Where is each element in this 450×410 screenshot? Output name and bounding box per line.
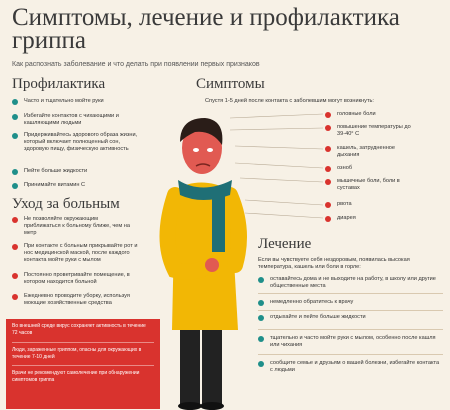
bullet-dot-icon xyxy=(325,216,331,222)
care-item: Постоянно проветривайте помещение, в котором находится больной xyxy=(12,272,162,286)
divider xyxy=(12,365,154,366)
prevention-item: Придерживайтесь здорового образа жизни, который включает полноценный сон, здоровую пищу, физическую активность xyxy=(12,132,162,153)
note-text: Люди, зараженные гриппом, опасны для окружающих в течение 7-10 дней xyxy=(12,347,142,360)
bullet-dot-icon xyxy=(325,112,331,118)
symptom-item: озноб xyxy=(325,165,445,172)
care-item: При контакте с больным прикрывайте рот и нос медицинской маской, после каждого контакта мойте руки с мылом xyxy=(12,243,162,264)
note-text: Во внешней среде вирус сохраняет активность в течение 72 часов xyxy=(12,323,146,336)
symptom-pointer-lines xyxy=(230,108,325,228)
bullet-dot-icon xyxy=(12,169,18,175)
symptoms-title: Симптомы xyxy=(196,76,265,92)
care-item: Ежедневно проводите уборку, используя моющие хозяйственные средства xyxy=(12,293,162,307)
symptom-item: кашель, затрудненное дыхания xyxy=(325,145,445,159)
bullet-dot-icon xyxy=(12,244,18,250)
treatment-item: сообщите семье и друзьям о вашей болезни, избегайте контакта с людьми xyxy=(258,360,448,374)
symptom-item: рвота xyxy=(325,201,445,208)
treatment-item: немедленно обратитесь к врачу xyxy=(258,299,448,306)
divider xyxy=(258,310,443,311)
symptom-item: повышение температуры до 39-40° С xyxy=(325,124,445,138)
treatment-intro: Если вы чувствуете себя нездоровым, появилась высокая температура, кашель или боли в горле: xyxy=(258,257,410,270)
bullet-dot-icon xyxy=(325,179,331,185)
symptoms-intro: Спустя 1-5 дней после контакта с заболевшим могут возникнуть: xyxy=(205,98,374,104)
divider xyxy=(258,354,443,355)
divider xyxy=(258,293,443,294)
divider xyxy=(12,342,154,343)
right-eye xyxy=(207,148,213,152)
treatment-item: оставайтесь дома и не выходите на работу, в школу или другие общественные места xyxy=(258,276,448,290)
symptom-item: головные боли xyxy=(325,111,445,118)
bullet-dot-icon xyxy=(12,217,18,223)
right-leg xyxy=(202,325,222,405)
care-title: Уход за больным xyxy=(12,196,120,212)
treatment-title: Лечение xyxy=(258,236,312,252)
prevention-item: Избегайте контактов с чихающими и кашляющими людьми xyxy=(12,113,162,127)
bullet-dot-icon xyxy=(12,133,18,139)
bullet-dot-icon xyxy=(325,202,331,208)
page-subtitle: Как распознать заболевание и что делать при появлении первых признаков xyxy=(12,61,260,68)
bullet-dot-icon xyxy=(258,300,264,306)
care-item: Не позволяйте окружающим приближаться к больному ближе, чем на метр xyxy=(12,216,162,237)
prevention-title: Профилактика xyxy=(12,76,106,92)
symptom-item: мышечные боли, боли в суставах xyxy=(325,178,445,192)
bullet-dot-icon xyxy=(325,125,331,131)
bullet-dot-icon xyxy=(325,146,331,152)
bullet-dot-icon xyxy=(258,361,264,367)
left-eye xyxy=(193,148,199,152)
treatment-item: тщательно и часто мойте руки с мылом, особенно после кашля или чихания xyxy=(258,335,448,349)
page-title: Симптомы, лечение и профилактика гриппа xyxy=(12,4,400,54)
prevention-item: Пейте больше жидкости xyxy=(12,168,162,175)
note-text: Врачи не рекомендуют самолечение при обнаружении симптомов гриппа xyxy=(12,370,140,383)
divider xyxy=(258,329,443,330)
treatment-item: отдыхайте и пейте больше жидкости xyxy=(258,314,448,321)
bullet-dot-icon xyxy=(12,114,18,120)
scarf-tail xyxy=(212,192,225,252)
bullet-dot-icon xyxy=(12,294,18,300)
hand xyxy=(205,258,219,272)
prevention-item: Часто и тщательно мойте руки xyxy=(12,98,162,105)
symptom-item: диарея xyxy=(325,215,445,222)
bullet-dot-icon xyxy=(258,336,264,342)
bullet-dot-icon xyxy=(12,99,18,105)
left-shoe xyxy=(178,402,202,410)
notes-box xyxy=(6,319,160,409)
bullet-dot-icon xyxy=(325,166,331,172)
bullet-dot-icon xyxy=(258,315,264,321)
bullet-dot-icon xyxy=(12,183,18,189)
right-shoe xyxy=(200,402,224,410)
left-leg xyxy=(180,325,200,405)
bullet-dot-icon xyxy=(258,277,264,283)
bullet-dot-icon xyxy=(12,273,18,279)
prevention-item: Принимайте витамин С xyxy=(12,182,162,189)
